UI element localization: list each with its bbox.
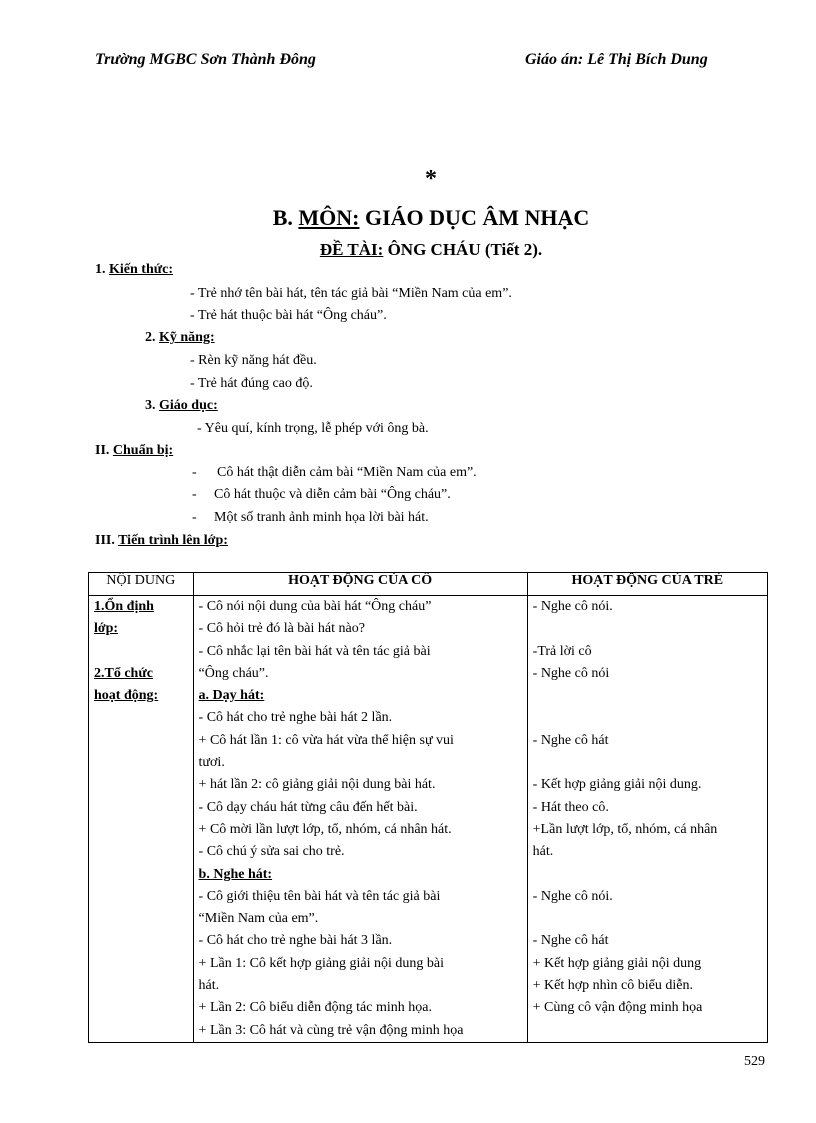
prep-item-text: Một số tranh ảnh minh họa lời bài hát. bbox=[214, 510, 429, 525]
teacher-activity-line: hát. bbox=[198, 978, 220, 994]
knowledge-item: - Trẻ nhớ tên bài hát, tên tác giả bài “Miền Nam của em”. bbox=[190, 286, 512, 301]
topic-label: ĐỀ TÀI: bbox=[319, 240, 384, 259]
section-number: 3. bbox=[145, 398, 159, 413]
teacher-activity-line: - Cô giới thiệu tên bài hát và tên tác giả bài bbox=[198, 888, 441, 904]
lesson-title bbox=[0, 205, 816, 231]
teacher-activity-line: “Miền Nam của em”. bbox=[198, 911, 319, 927]
section-education-heading bbox=[145, 398, 218, 414]
teacher-activity-line: “Ông cháu”. bbox=[198, 665, 269, 681]
child-activity-line bbox=[533, 707, 762, 729]
content-cell bbox=[89, 596, 194, 1043]
title-subject-label: MÔN: bbox=[298, 205, 360, 230]
prep-item-text: Cô hát thuộc và diễn cảm bài “Ông cháu”. bbox=[214, 487, 451, 502]
child-activity-line: - Hát theo cô. bbox=[532, 799, 609, 815]
child-activity-line bbox=[533, 864, 762, 886]
teacher-activity-cell bbox=[193, 596, 527, 1043]
page-number: 529 bbox=[744, 1054, 765, 1069]
teacher-activity-line: - Cô hát cho trẻ nghe bài hát 2 lần. bbox=[198, 710, 393, 726]
knowledge-item: - Trẻ hát thuộc bài hát “Ông cháu”. bbox=[190, 308, 387, 323]
section-label: Kiến thức: bbox=[109, 262, 174, 277]
child-activity-line: + Kết hợp nhìn cô biểu diễn. bbox=[532, 978, 693, 994]
skills-item: - Rèn kỹ năng hát đều. bbox=[190, 353, 317, 368]
child-activity-line: - Nghe cô nói. bbox=[532, 599, 613, 614]
section-number: 2. bbox=[145, 330, 159, 345]
header-school: Trường MGBC Sơn Thành Đông bbox=[95, 51, 316, 68]
child-activity-line: hát. bbox=[532, 844, 554, 860]
teacher-activity-line: - Cô nhắc lại tên bài hát và tên tác giả bài bbox=[198, 643, 431, 659]
teacher-activity-line: + Lần 3: Cô hát và cùng trẻ vận động minh họa bbox=[198, 1022, 464, 1038]
teacher-activity-line: - Cô dạy cháu hát từng câu đến hết bài. bbox=[198, 799, 418, 815]
teacher-activity-line: + Lần 1: Cô kết hợp giảng giải nội dung bài bbox=[198, 955, 445, 971]
title-prefix: B. bbox=[272, 205, 299, 230]
child-activity-line: + Cùng cô vận động minh họa bbox=[532, 1000, 703, 1016]
child-activity-line bbox=[533, 908, 762, 930]
header-content: NỘI DUNG bbox=[89, 573, 194, 596]
child-activity-line bbox=[533, 752, 762, 774]
header-child-activity: HOẠT ĐỘNG CỦA TRẺ bbox=[527, 573, 767, 596]
topic-text: ÔNG CHÁU (Tiết 2). bbox=[383, 240, 543, 259]
child-activity-line: - Nghe cô hát bbox=[532, 732, 609, 748]
teacher-activity-line: - Cô chú ý sửa sai cho trẻ. bbox=[198, 844, 345, 860]
prep-item-text: Cô hát thật diễn cảm bài “Miền Nam của em”. bbox=[217, 465, 477, 480]
teacher-activity-line: - Cô hỏi trẻ đó là bài hát nào? bbox=[198, 621, 365, 637]
section-label: Kỹ năng: bbox=[159, 330, 215, 345]
teacher-activity-line: + Lần 2: Cô biểu diễn động tác minh họa. bbox=[198, 1000, 432, 1016]
child-activity-line bbox=[533, 685, 762, 707]
teacher-activity-line: b. Nghe hát: bbox=[198, 866, 273, 882]
header-teacher: Giáo án: Lê Thị Bích Dung bbox=[525, 51, 708, 68]
section-process-heading bbox=[95, 533, 228, 549]
child-activity-line: + Kết hợp giảng giải nội dung bbox=[532, 955, 702, 971]
content-line: 2.Tổ chức bbox=[94, 665, 153, 681]
teacher-activity-line: a. Dạy hát: bbox=[198, 688, 265, 704]
child-activity-line: +Lần lượt lớp, tổ, nhóm, cá nhân bbox=[532, 821, 718, 837]
section-label: Giáo dục: bbox=[159, 398, 218, 413]
bullet-dash: - bbox=[192, 465, 197, 480]
teacher-activity-line: + Cô mời lần lượt lớp, tổ, nhóm, cá nhân hát. bbox=[198, 821, 452, 837]
bullet-dash: - bbox=[192, 487, 197, 502]
content-line bbox=[94, 641, 188, 663]
section-number: 1. bbox=[95, 262, 109, 277]
section-knowledge-heading bbox=[95, 262, 173, 278]
section-number: II. bbox=[95, 443, 113, 458]
section-prep-heading bbox=[95, 443, 173, 459]
section-skills-heading bbox=[145, 330, 215, 346]
content-line: hoạt động: bbox=[94, 688, 159, 704]
teacher-activity-line: + hát lần 2: cô giảng giải nội dung bài hát. bbox=[198, 777, 436, 793]
child-activity-line: - Nghe cô nói. bbox=[532, 888, 613, 904]
table-row bbox=[89, 596, 768, 1043]
teacher-activity-line: - Cô nói nội dung của bài hát “Ông cháu” bbox=[198, 599, 432, 614]
content-line: lớp: bbox=[94, 621, 119, 637]
prep-item bbox=[192, 487, 451, 503]
bullet-dash: - bbox=[192, 510, 197, 525]
content-line: 1.Ổn định bbox=[94, 599, 154, 614]
education-item: - Yêu quí, kính trọng, lễ phép với ông bà. bbox=[197, 421, 429, 436]
child-activity-line: - Nghe cô hát bbox=[532, 933, 609, 949]
lesson-topic bbox=[0, 240, 816, 260]
section-number: III. bbox=[95, 533, 119, 548]
header-teacher-activity: HOẠT ĐỘNG CỦA CÔ bbox=[193, 573, 527, 596]
child-activity-line: - Kết hợp giảng giải nội dung. bbox=[532, 777, 702, 793]
prep-item bbox=[192, 510, 429, 526]
child-activity-line bbox=[533, 1020, 762, 1042]
teacher-activity-line: + Cô hát lần 1: cô vừa hát vừa thể hiện sự vui bbox=[198, 732, 454, 748]
teacher-activity-line: - Cô hát cho trẻ nghe bài hát 3 lần. bbox=[198, 933, 393, 949]
child-activity-cell bbox=[527, 596, 767, 1043]
teacher-activity-line: tươi. bbox=[198, 755, 225, 771]
child-activity-line bbox=[533, 618, 762, 640]
section-label: Tiến trình lên lớp: bbox=[118, 533, 228, 548]
star-ornament: * bbox=[425, 166, 437, 192]
child-activity-line: - Nghe cô nói bbox=[532, 665, 610, 681]
title-subject: GIÁO DỤC ÂM NHẠC bbox=[359, 205, 590, 230]
lesson-plan-table bbox=[88, 572, 768, 1043]
skills-item: - Trẻ hát đúng cao độ. bbox=[190, 376, 313, 391]
child-activity-line: -Trả lời cô bbox=[532, 643, 592, 659]
table-header-row bbox=[89, 573, 768, 596]
prep-item bbox=[192, 465, 477, 481]
section-label: Chuẩn bị: bbox=[112, 443, 174, 458]
